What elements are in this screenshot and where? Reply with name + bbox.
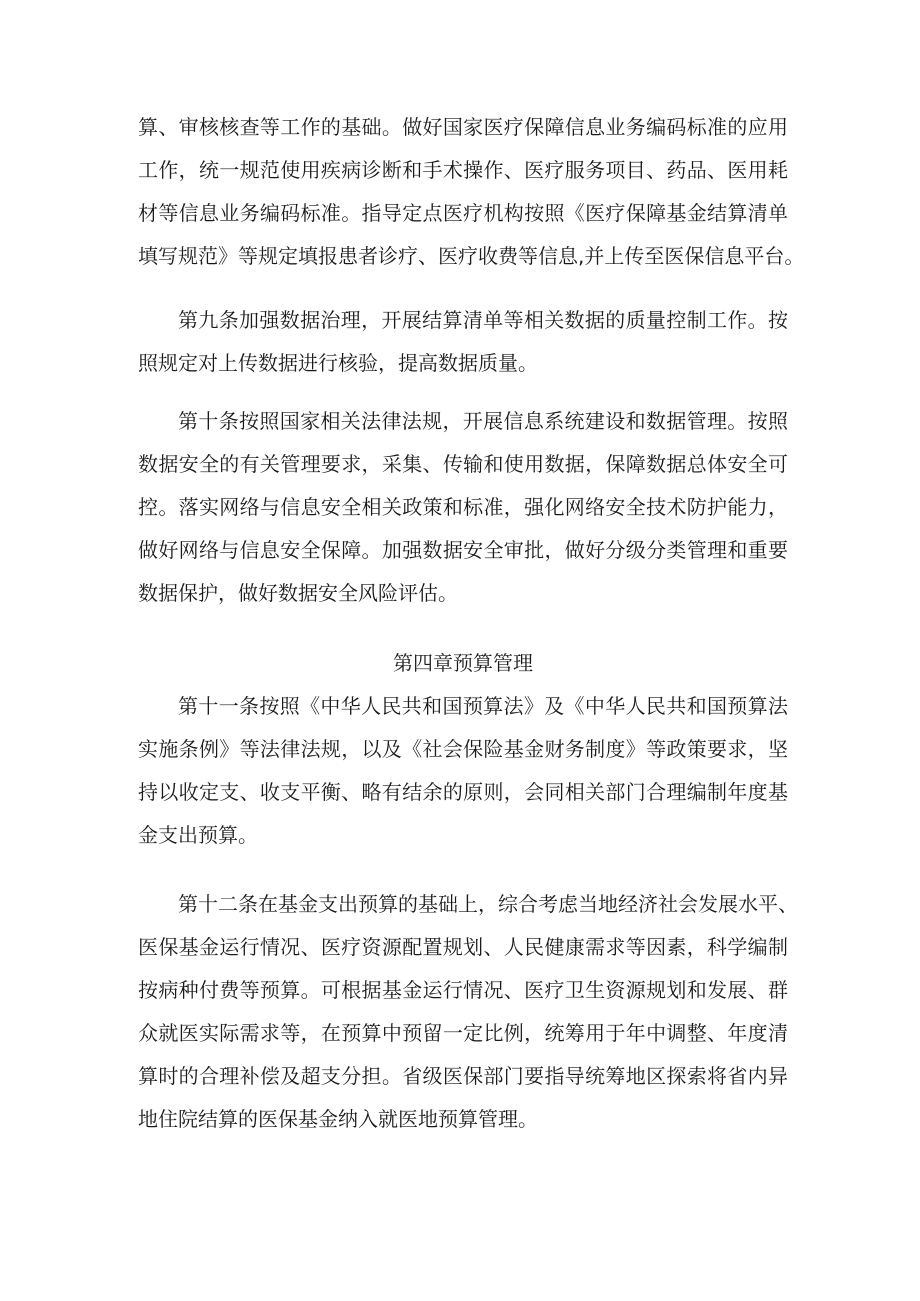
text-line: 第十二条在基金支出预算的基础上，综合考虑当地经济社会发展水平、 <box>178 892 798 916</box>
text-line: 控。落实网络与信息安全相关政策和标准，强化网络安全技术防护能力， <box>138 495 788 519</box>
chapter-heading: 第四章预算管理 <box>393 651 533 675</box>
text-line: 填写规范》等规定填报患者诊疗、医疗收费等信息,并上传至医保信息平台。 <box>138 244 805 268</box>
paragraph-coding-standards <box>138 106 805 278</box>
paragraph-article-12 <box>138 883 798 1141</box>
text-line: 地住院结算的医保基金纳入就医地预算管理。 <box>138 1107 538 1131</box>
text-line: 医保基金运行情况、医疗资源配置规划、人民健康需求等因素，科学编制 <box>138 935 788 959</box>
text-line: 照规定对上传数据进行核验，提高数据质量。 <box>138 351 538 375</box>
paragraph-article-11 <box>138 685 788 857</box>
text-line: 持以收定支、收支平衡、略有结余的原则，会同相关部门合理编制年度基 <box>138 780 788 804</box>
paragraph-article-10 <box>138 400 788 615</box>
text-line: 众就医实际需求等，在预算中预留一定比例，统筹用于年中调整、年度清 <box>138 1021 788 1045</box>
text-line: 第十一条按照《中华人民共和国预算法》及《中华人民共和国预算法 <box>178 694 788 718</box>
text-line: 材等信息业务编码标准。指导定点医疗机构按照《医疗保障基金结算清单 <box>138 201 788 225</box>
text-line: 实施条例》等法律法规，以及《社会保险基金财务制度》等政策要求，坚 <box>138 737 788 761</box>
text-line: 金支出预算。 <box>138 823 258 847</box>
text-line: 按病种付费等预算。可根据基金运行情况、医疗卫生资源规划和发展、群 <box>138 978 788 1002</box>
text-line: 算时的合理补偿及超支分担。省级医保部门要指导统筹地区探索将省内异 <box>138 1064 788 1088</box>
text-line: 做好网络与信息安全保障。加强数据安全审批，做好分级分类管理和重要 <box>138 538 788 562</box>
text-line: 数据安全的有关管理要求，采集、传输和使用数据，保障数据总体安全可 <box>138 452 788 476</box>
paragraph-article-9 <box>138 299 788 385</box>
text-line: 工作，统一规范使用疾病诊断和手术操作、医疗服务项目、药品、医用耗 <box>138 158 788 182</box>
text-line: 第九条加强数据治理，开展结算清单等相关数据的质量控制工作。按 <box>178 308 788 332</box>
text-line: 第十条按照国家相关法律法规，开展信息系统建设和数据管理。按照 <box>178 409 788 433</box>
text-line: 数据保护，做好数据安全风险评估。 <box>138 581 458 605</box>
text-line: 算、审核核查等工作的基础。做好国家医疗保障信息业务编码标准的应用 <box>138 115 788 139</box>
